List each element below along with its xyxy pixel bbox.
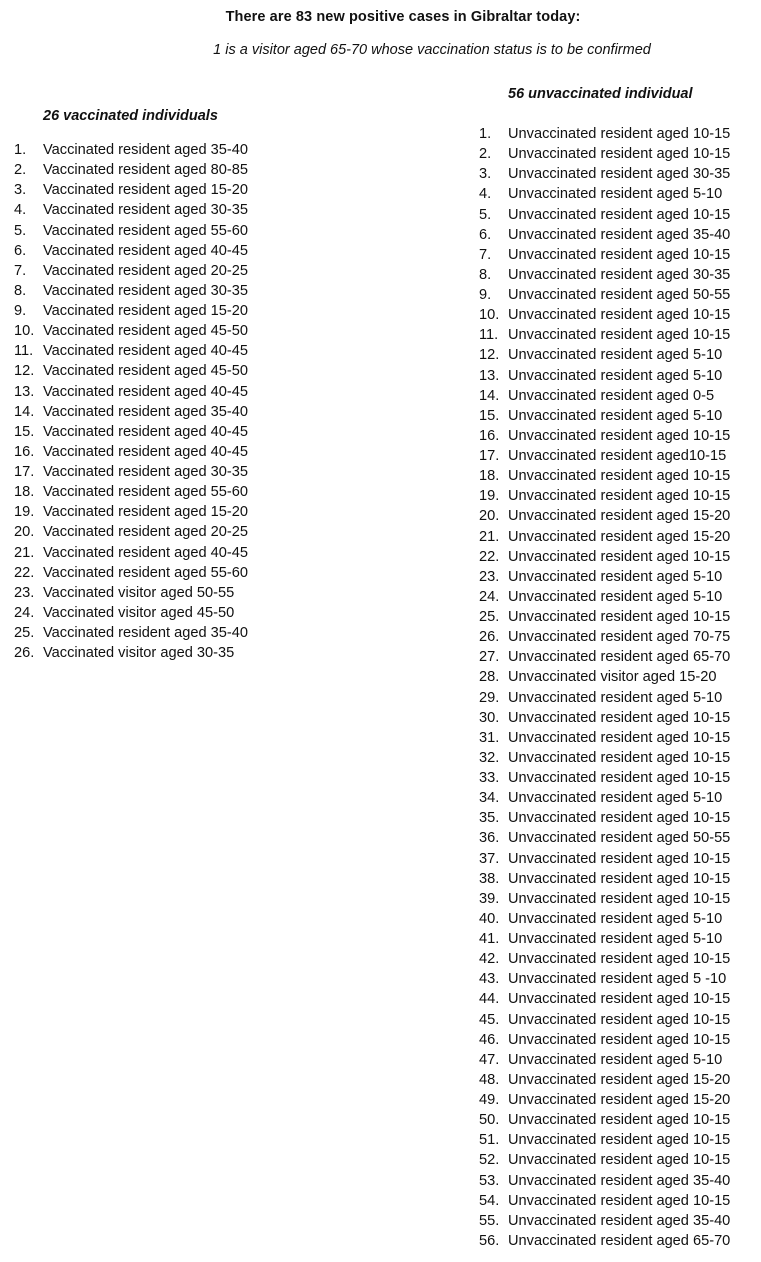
list-item-number: 12.	[14, 363, 35, 380]
vaccinated-list	[14, 140, 248, 663]
list-item	[479, 1030, 730, 1050]
list-item	[479, 667, 730, 687]
page-subtitle: 1 is a visitor aged 65-70 whose vaccination status is to be confirmed	[213, 42, 651, 58]
list-item	[14, 140, 248, 160]
list-item-text: Unvaccinated resident aged10-15	[508, 448, 727, 464]
list-item	[479, 627, 730, 647]
list-item	[479, 768, 730, 788]
list-item-number: 42.	[479, 951, 500, 968]
list-item-number: 36.	[479, 830, 500, 847]
list-item-text: Unvaccinated resident aged 70-75	[508, 629, 731, 646]
list-item	[14, 321, 248, 341]
list-item-text: Unvaccinated resident aged 15-20	[508, 528, 731, 545]
list-item-text: Unvaccinated resident aged 5-10	[508, 568, 723, 585]
list-item-number: 46.	[479, 1031, 500, 1048]
list-item-number: 29.	[479, 689, 500, 706]
list-item-text: Vaccinated resident aged 45-50	[43, 323, 248, 340]
list-item-number: 53.	[479, 1172, 500, 1189]
list-item-number: 3.	[14, 182, 27, 199]
list-item-text: Unvaccinated resident aged 65-70	[508, 1232, 731, 1249]
list-item-number: 13.	[14, 383, 35, 400]
list-item-text: Unvaccinated resident aged 10-15	[508, 1031, 731, 1048]
list-item-text: Unvaccinated resident aged 5-10	[508, 931, 723, 947]
list-item-text: Unvaccinated resident aged 10-15	[508, 749, 731, 766]
list-item-text: Vaccinated resident aged 30-35	[43, 464, 248, 480]
list-item	[479, 1050, 730, 1070]
list-item-number: 2.	[479, 146, 492, 163]
list-item	[479, 1110, 730, 1130]
list-item-number: 51.	[479, 1132, 500, 1149]
list-item	[479, 909, 730, 929]
list-item-text: Unvaccinated resident aged 65-70	[508, 649, 731, 666]
list-item-number: 10.	[14, 323, 35, 340]
list-item-number: 6.	[14, 242, 27, 259]
list-item	[479, 788, 730, 808]
list-item-text: Unvaccinated resident aged 0-5	[508, 387, 715, 404]
list-item-text: Unvaccinated resident aged 10-15	[508, 709, 731, 726]
list-item	[479, 587, 730, 607]
list-item-text: Vaccinated resident aged 80-85	[43, 162, 248, 179]
list-item-text: Unvaccinated resident aged 35-40	[508, 226, 731, 243]
list-item-number: 18.	[479, 468, 500, 485]
list-item	[479, 366, 730, 386]
list-item-text: Unvaccinated resident aged 10-15	[508, 770, 731, 786]
list-item-number: 11.	[479, 327, 499, 344]
list-item-number: 24.	[14, 604, 35, 621]
list-item	[479, 325, 730, 345]
list-item-number: 25.	[14, 625, 35, 641]
list-item-text: Unvaccinated resident aged 10-15	[508, 729, 731, 746]
list-item-number: 4.	[479, 186, 492, 203]
list-item	[14, 281, 248, 301]
list-item-text: Unvaccinated resident aged 10-15	[508, 890, 731, 907]
list-item-text: Unvaccinated resident aged 5 -10	[508, 971, 727, 988]
list-item-number: 6.	[479, 226, 492, 243]
list-item	[479, 728, 730, 748]
list-item	[479, 1231, 730, 1251]
list-item-number: 13.	[479, 367, 500, 384]
list-item-number: 44.	[479, 991, 500, 1008]
list-item	[14, 462, 248, 482]
list-item-number: 19.	[14, 504, 35, 521]
list-item-text: Unvaccinated resident aged 35-40	[508, 1212, 731, 1229]
list-item	[479, 506, 730, 526]
list-item-number: 11.	[14, 343, 34, 360]
list-item-text: Unvaccinated resident aged 10-15	[508, 850, 731, 867]
list-item-number: 35.	[479, 810, 500, 827]
list-item-number: 41.	[479, 931, 500, 947]
list-item-text: Vaccinated resident aged 15-20	[43, 504, 248, 521]
list-item	[479, 305, 730, 325]
list-item	[14, 502, 248, 522]
list-item-number: 56.	[479, 1232, 500, 1249]
list-item-number: 50.	[479, 1112, 500, 1129]
list-item	[14, 382, 248, 402]
list-item-number: 25.	[479, 609, 500, 625]
list-item-number: 31.	[479, 729, 500, 746]
list-item	[479, 184, 730, 204]
list-item-text: Unvaccinated resident aged 10-15	[508, 609, 731, 625]
list-item	[14, 241, 248, 261]
list-item-number: 32.	[479, 749, 500, 766]
list-item-text: Unvaccinated visitor aged 15-20	[508, 669, 717, 686]
list-item-number: 17.	[14, 464, 35, 480]
list-item	[479, 828, 730, 848]
list-item-number: 20.	[479, 508, 500, 525]
list-item-text: Vaccinated resident aged 45-50	[43, 363, 248, 380]
list-item	[479, 205, 730, 225]
list-item-number: 37.	[479, 850, 500, 867]
list-item-text: Unvaccinated resident aged 10-15	[508, 1011, 731, 1028]
list-item-number: 1.	[479, 126, 492, 142]
list-item-text: Vaccinated resident aged 35-40	[43, 625, 248, 641]
list-item	[479, 426, 730, 446]
list-item-text: Unvaccinated resident aged 5-10	[508, 910, 723, 927]
list-item	[14, 543, 248, 563]
list-item-number: 30.	[479, 709, 500, 726]
list-item	[479, 547, 730, 567]
list-item-text: Unvaccinated resident aged 10-15	[508, 1132, 731, 1149]
list-item	[479, 1070, 730, 1090]
list-item	[14, 482, 248, 502]
list-item	[479, 567, 730, 587]
list-item	[479, 164, 730, 184]
list-item-number: 12.	[479, 347, 500, 364]
list-item	[479, 949, 730, 969]
list-item-text: Unvaccinated resident aged 10-15	[508, 991, 731, 1008]
list-item-text: Unvaccinated resident aged 10-15	[508, 1112, 731, 1129]
list-item-text: Unvaccinated resident aged 10-15	[508, 146, 731, 163]
list-item-text: Unvaccinated resident aged 15-20	[508, 1092, 731, 1108]
list-item-number: 38.	[479, 870, 500, 887]
list-item-text: Unvaccinated resident aged 5-10	[508, 186, 723, 203]
list-item	[479, 647, 730, 667]
list-item	[479, 527, 730, 547]
list-item-text: Unvaccinated resident aged 10-15	[508, 548, 731, 565]
list-item	[479, 869, 730, 889]
list-item-text: Unvaccinated resident aged 5-10	[508, 407, 723, 424]
list-item-number: 34.	[479, 790, 500, 807]
list-item	[479, 486, 730, 506]
list-item-text: Vaccinated resident aged 40-45	[43, 343, 248, 360]
list-item-text: Unvaccinated resident aged 10-15	[508, 468, 731, 485]
list-item-number: 54.	[479, 1192, 500, 1209]
list-item-text: Vaccinated resident aged 35-40	[43, 142, 248, 158]
list-item-number: 10.	[479, 307, 500, 324]
list-item-text: Vaccinated resident aged 30-35	[43, 282, 248, 299]
list-item	[479, 1130, 730, 1150]
page-title: There are 83 new positive cases in Gibraltar today:	[225, 9, 581, 25]
list-item	[479, 265, 730, 285]
list-item	[479, 989, 730, 1009]
list-item-text: Unvaccinated resident aged 10-15	[508, 126, 731, 142]
list-item	[479, 1211, 730, 1231]
list-item-number: 16.	[14, 443, 35, 460]
list-item-text: Unvaccinated resident aged 5-10	[508, 367, 723, 384]
list-item-text: Unvaccinated resident aged 5-10	[508, 790, 723, 807]
list-item	[479, 406, 730, 426]
list-item-text: Unvaccinated resident aged 50-55	[508, 287, 731, 303]
list-item	[14, 261, 248, 281]
list-item-text: Vaccinated resident aged 15-20	[43, 303, 248, 319]
list-item-number: 23.	[14, 584, 35, 601]
list-item-text: Vaccinated visitor aged 50-55	[43, 584, 235, 601]
list-item-text: Vaccinated visitor aged 45-50	[43, 604, 235, 621]
unvaccinated-list	[479, 124, 730, 1251]
list-item	[479, 446, 730, 466]
list-item	[479, 386, 730, 406]
list-item	[14, 301, 248, 321]
list-item	[14, 563, 248, 583]
list-item	[14, 603, 248, 623]
list-item-text: Unvaccinated resident aged 35-40	[508, 1172, 731, 1189]
list-item-text: Unvaccinated resident aged 30-35	[508, 266, 731, 283]
list-item-text: Unvaccinated resident aged 50-55	[508, 830, 731, 847]
list-item-number: 23.	[479, 568, 500, 585]
list-item	[479, 285, 730, 305]
list-item-text: Unvaccinated resident aged 10-15	[508, 206, 731, 223]
list-item-text: Unvaccinated resident aged 15-20	[508, 508, 731, 525]
list-item-number: 5.	[14, 222, 27, 239]
list-item-number: 19.	[479, 488, 500, 505]
list-item-number: 33.	[479, 770, 500, 786]
list-item-number: 8.	[14, 282, 27, 299]
list-item-number: 15.	[479, 407, 500, 424]
list-item-text: Unvaccinated resident aged 10-15	[508, 246, 731, 263]
list-item-text: Unvaccinated resident aged 10-15	[508, 307, 731, 324]
list-item	[479, 225, 730, 245]
list-item-number: 24.	[479, 588, 500, 605]
vaccinated-heading: 26 vaccinated individuals	[43, 108, 218, 124]
list-item-text: Unvaccinated resident aged 10-15	[508, 870, 731, 887]
list-item-text: Vaccinated resident aged 40-45	[43, 423, 248, 440]
list-item	[479, 1090, 730, 1110]
list-item	[479, 144, 730, 164]
list-item	[479, 1191, 730, 1211]
list-item-text: Unvaccinated resident aged 10-15	[508, 427, 731, 444]
list-item-text: Vaccinated resident aged 55-60	[43, 222, 248, 239]
list-item-number: 9.	[479, 287, 492, 303]
list-item-number: 28.	[479, 669, 500, 686]
list-item-text: Vaccinated resident aged 55-60	[43, 564, 248, 581]
list-item-number: 16.	[479, 427, 500, 444]
list-item	[14, 522, 248, 542]
list-item	[14, 200, 248, 220]
list-item-text: Vaccinated visitor aged 30-35	[43, 645, 235, 662]
list-item-number: 2.	[14, 162, 27, 179]
list-item-number: 9.	[14, 303, 27, 319]
list-item	[479, 929, 730, 949]
list-item-text: Unvaccinated resident aged 5-10	[508, 689, 723, 706]
list-item	[479, 345, 730, 365]
list-item-number: 26.	[479, 629, 500, 646]
list-item-text: Unvaccinated resident aged 10-15	[508, 1152, 731, 1169]
list-item-text: Unvaccinated resident aged 5-10	[508, 588, 723, 605]
list-item	[14, 341, 248, 361]
list-item	[479, 466, 730, 486]
list-item	[479, 688, 730, 708]
list-item-number: 22.	[479, 548, 500, 565]
list-item-number: 17.	[479, 448, 500, 464]
list-item	[479, 748, 730, 768]
list-item-number: 14.	[14, 403, 35, 420]
list-item-text: Unvaccinated resident aged 5-10	[508, 1051, 723, 1068]
list-item	[14, 422, 248, 442]
list-item-number: 55.	[479, 1212, 500, 1229]
list-item-text: Vaccinated resident aged 35-40	[43, 403, 248, 420]
list-item-number: 39.	[479, 890, 500, 907]
list-item	[479, 889, 730, 909]
list-item-text: Unvaccinated resident aged 10-15	[508, 1192, 731, 1209]
list-item-number: 40.	[479, 910, 500, 927]
list-item-text: Vaccinated resident aged 55-60	[43, 484, 248, 501]
list-item-text: Vaccinated resident aged 15-20	[43, 182, 248, 199]
list-item	[479, 849, 730, 869]
list-item	[14, 160, 248, 180]
list-item-number: 15.	[14, 423, 35, 440]
list-item	[479, 708, 730, 728]
list-item-text: Vaccinated resident aged 20-25	[43, 524, 248, 541]
list-item-text: Vaccinated resident aged 20-25	[43, 262, 248, 279]
list-item	[479, 124, 730, 144]
list-item-number: 45.	[479, 1011, 500, 1028]
list-item-number: 27.	[479, 649, 500, 666]
list-item-number: 49.	[479, 1092, 500, 1108]
list-item	[479, 607, 730, 627]
list-item-text: Unvaccinated resident aged 10-15	[508, 488, 731, 505]
list-item-number: 7.	[479, 246, 492, 263]
list-item-number: 3.	[479, 166, 492, 183]
list-item-number: 43.	[479, 971, 500, 988]
list-item	[479, 808, 730, 828]
list-item-number: 8.	[479, 266, 492, 283]
list-item-number: 21.	[14, 544, 35, 561]
list-item	[14, 402, 248, 422]
list-item-number: 48.	[479, 1071, 500, 1088]
list-item-text: Vaccinated resident aged 40-45	[43, 383, 248, 400]
list-item-text: Unvaccinated resident aged 30-35	[508, 166, 731, 183]
list-item	[479, 969, 730, 989]
list-item-text: Vaccinated resident aged 40-45	[43, 544, 248, 561]
list-item-number: 7.	[14, 262, 27, 279]
list-item-text: Unvaccinated resident aged 10-15	[508, 951, 731, 968]
list-item-text: Unvaccinated resident aged 10-15	[508, 810, 731, 827]
list-item-text: Unvaccinated resident aged 5-10	[508, 347, 723, 364]
list-item	[14, 643, 248, 663]
unvaccinated-heading: 56 unvaccinated individual	[508, 86, 693, 102]
list-item	[14, 442, 248, 462]
list-item-number: 5.	[479, 206, 492, 223]
list-item	[14, 583, 248, 603]
list-item-number: 1.	[14, 142, 27, 158]
list-item-number: 22.	[14, 564, 35, 581]
list-item	[479, 245, 730, 265]
list-item-number: 18.	[14, 484, 35, 501]
list-item	[14, 623, 248, 643]
list-item	[479, 1010, 730, 1030]
list-item	[14, 180, 248, 200]
list-item-number: 21.	[479, 528, 500, 545]
list-item-text: Vaccinated resident aged 40-45	[43, 242, 248, 259]
list-item-number: 4.	[14, 202, 27, 219]
list-item-text: Vaccinated resident aged 40-45	[43, 443, 248, 460]
list-item	[14, 221, 248, 241]
list-item-text: Vaccinated resident aged 30-35	[43, 202, 248, 219]
list-item	[14, 361, 248, 381]
list-item	[479, 1171, 730, 1191]
list-item	[479, 1150, 730, 1170]
list-item-number: 26.	[14, 645, 35, 662]
list-item-number: 47.	[479, 1051, 500, 1068]
list-item-number: 20.	[14, 524, 35, 541]
list-item-number: 52.	[479, 1152, 500, 1169]
list-item-text: Unvaccinated resident aged 10-15	[508, 327, 731, 344]
list-item-number: 14.	[479, 387, 500, 404]
list-item-text: Unvaccinated resident aged 15-20	[508, 1071, 731, 1088]
